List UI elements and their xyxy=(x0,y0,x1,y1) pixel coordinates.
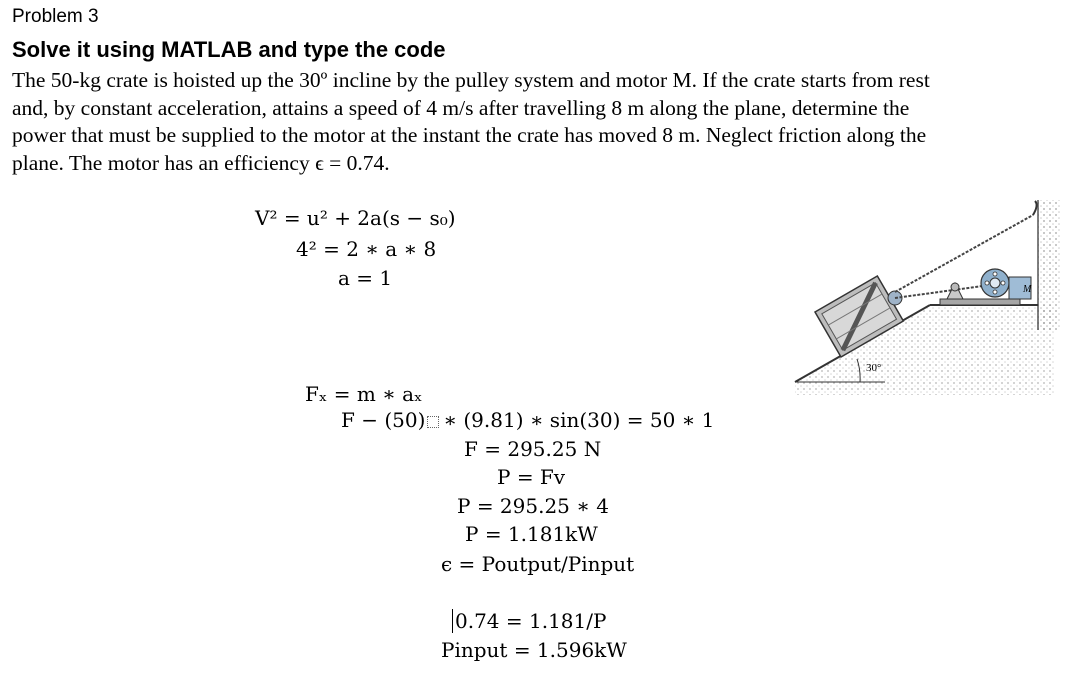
incline-figure xyxy=(790,195,1065,395)
equation-dynamics-3: F = 295.25 N xyxy=(464,437,602,461)
equation-efficiency-1: ϵ = Poutput/Pinput xyxy=(441,552,635,576)
equation-power-1: P = Fv xyxy=(497,465,566,489)
equation-efficiency-2[interactable]: 0.74 = 1.181/P xyxy=(452,609,606,633)
lower-cable xyxy=(895,285,990,298)
instruction-heading: Solve it using MATLAB and type the code xyxy=(12,37,446,62)
problem-label: Problem 3 xyxy=(12,6,99,27)
problem-statement xyxy=(12,67,930,177)
equation-power-3: P = 1.181kW xyxy=(465,522,598,546)
equation-power-2: P = 295.25 ∗ 4 xyxy=(457,494,609,518)
equation-kinematics-1: V² = u² + 2a(s − s₀) xyxy=(255,206,456,230)
wall-hook xyxy=(1033,201,1037,215)
equation-dynamics-2-right: ∗ (9.81) ∗ sin(30) = 50 ∗ 1 xyxy=(443,408,715,432)
equation-dynamics-2-left: F − (50) xyxy=(341,408,426,432)
wall xyxy=(1038,200,1060,330)
stand-pulley xyxy=(951,283,959,291)
statement-line: The 50-kg crate is hoisted up the 30º incline by the pulley system and motor M. If the crate starts from rest xyxy=(12,68,930,92)
motor-base xyxy=(940,299,1020,305)
motor-drum-hub xyxy=(990,278,1000,288)
statement-line: power that must be supplied to the motor at the instant the crate has moved 8 m. Neglect friction along the xyxy=(12,123,927,147)
angle-label: 30° xyxy=(866,362,882,374)
motor-label: M xyxy=(1023,284,1032,295)
statement-line: plane. The motor has an efficiency ϵ = 0.74. xyxy=(12,150,390,175)
statement-line: and, by constant acceleration, attains a speed of 4 m/s after travelling 8 m along the plane, determine the xyxy=(12,95,910,120)
equation-dynamics-2 xyxy=(341,408,714,432)
equation-dynamics-1: Fₓ = m ∗ aₓ xyxy=(305,382,423,406)
equation-kinematics-3: a = 1 xyxy=(338,266,393,290)
placeholder-box xyxy=(427,416,439,428)
equation-kinematics-2: 4² = 2 ∗ a ∗ 8 xyxy=(296,237,437,261)
equation-efficiency-3: Pinput = 1.596kW xyxy=(441,638,627,662)
